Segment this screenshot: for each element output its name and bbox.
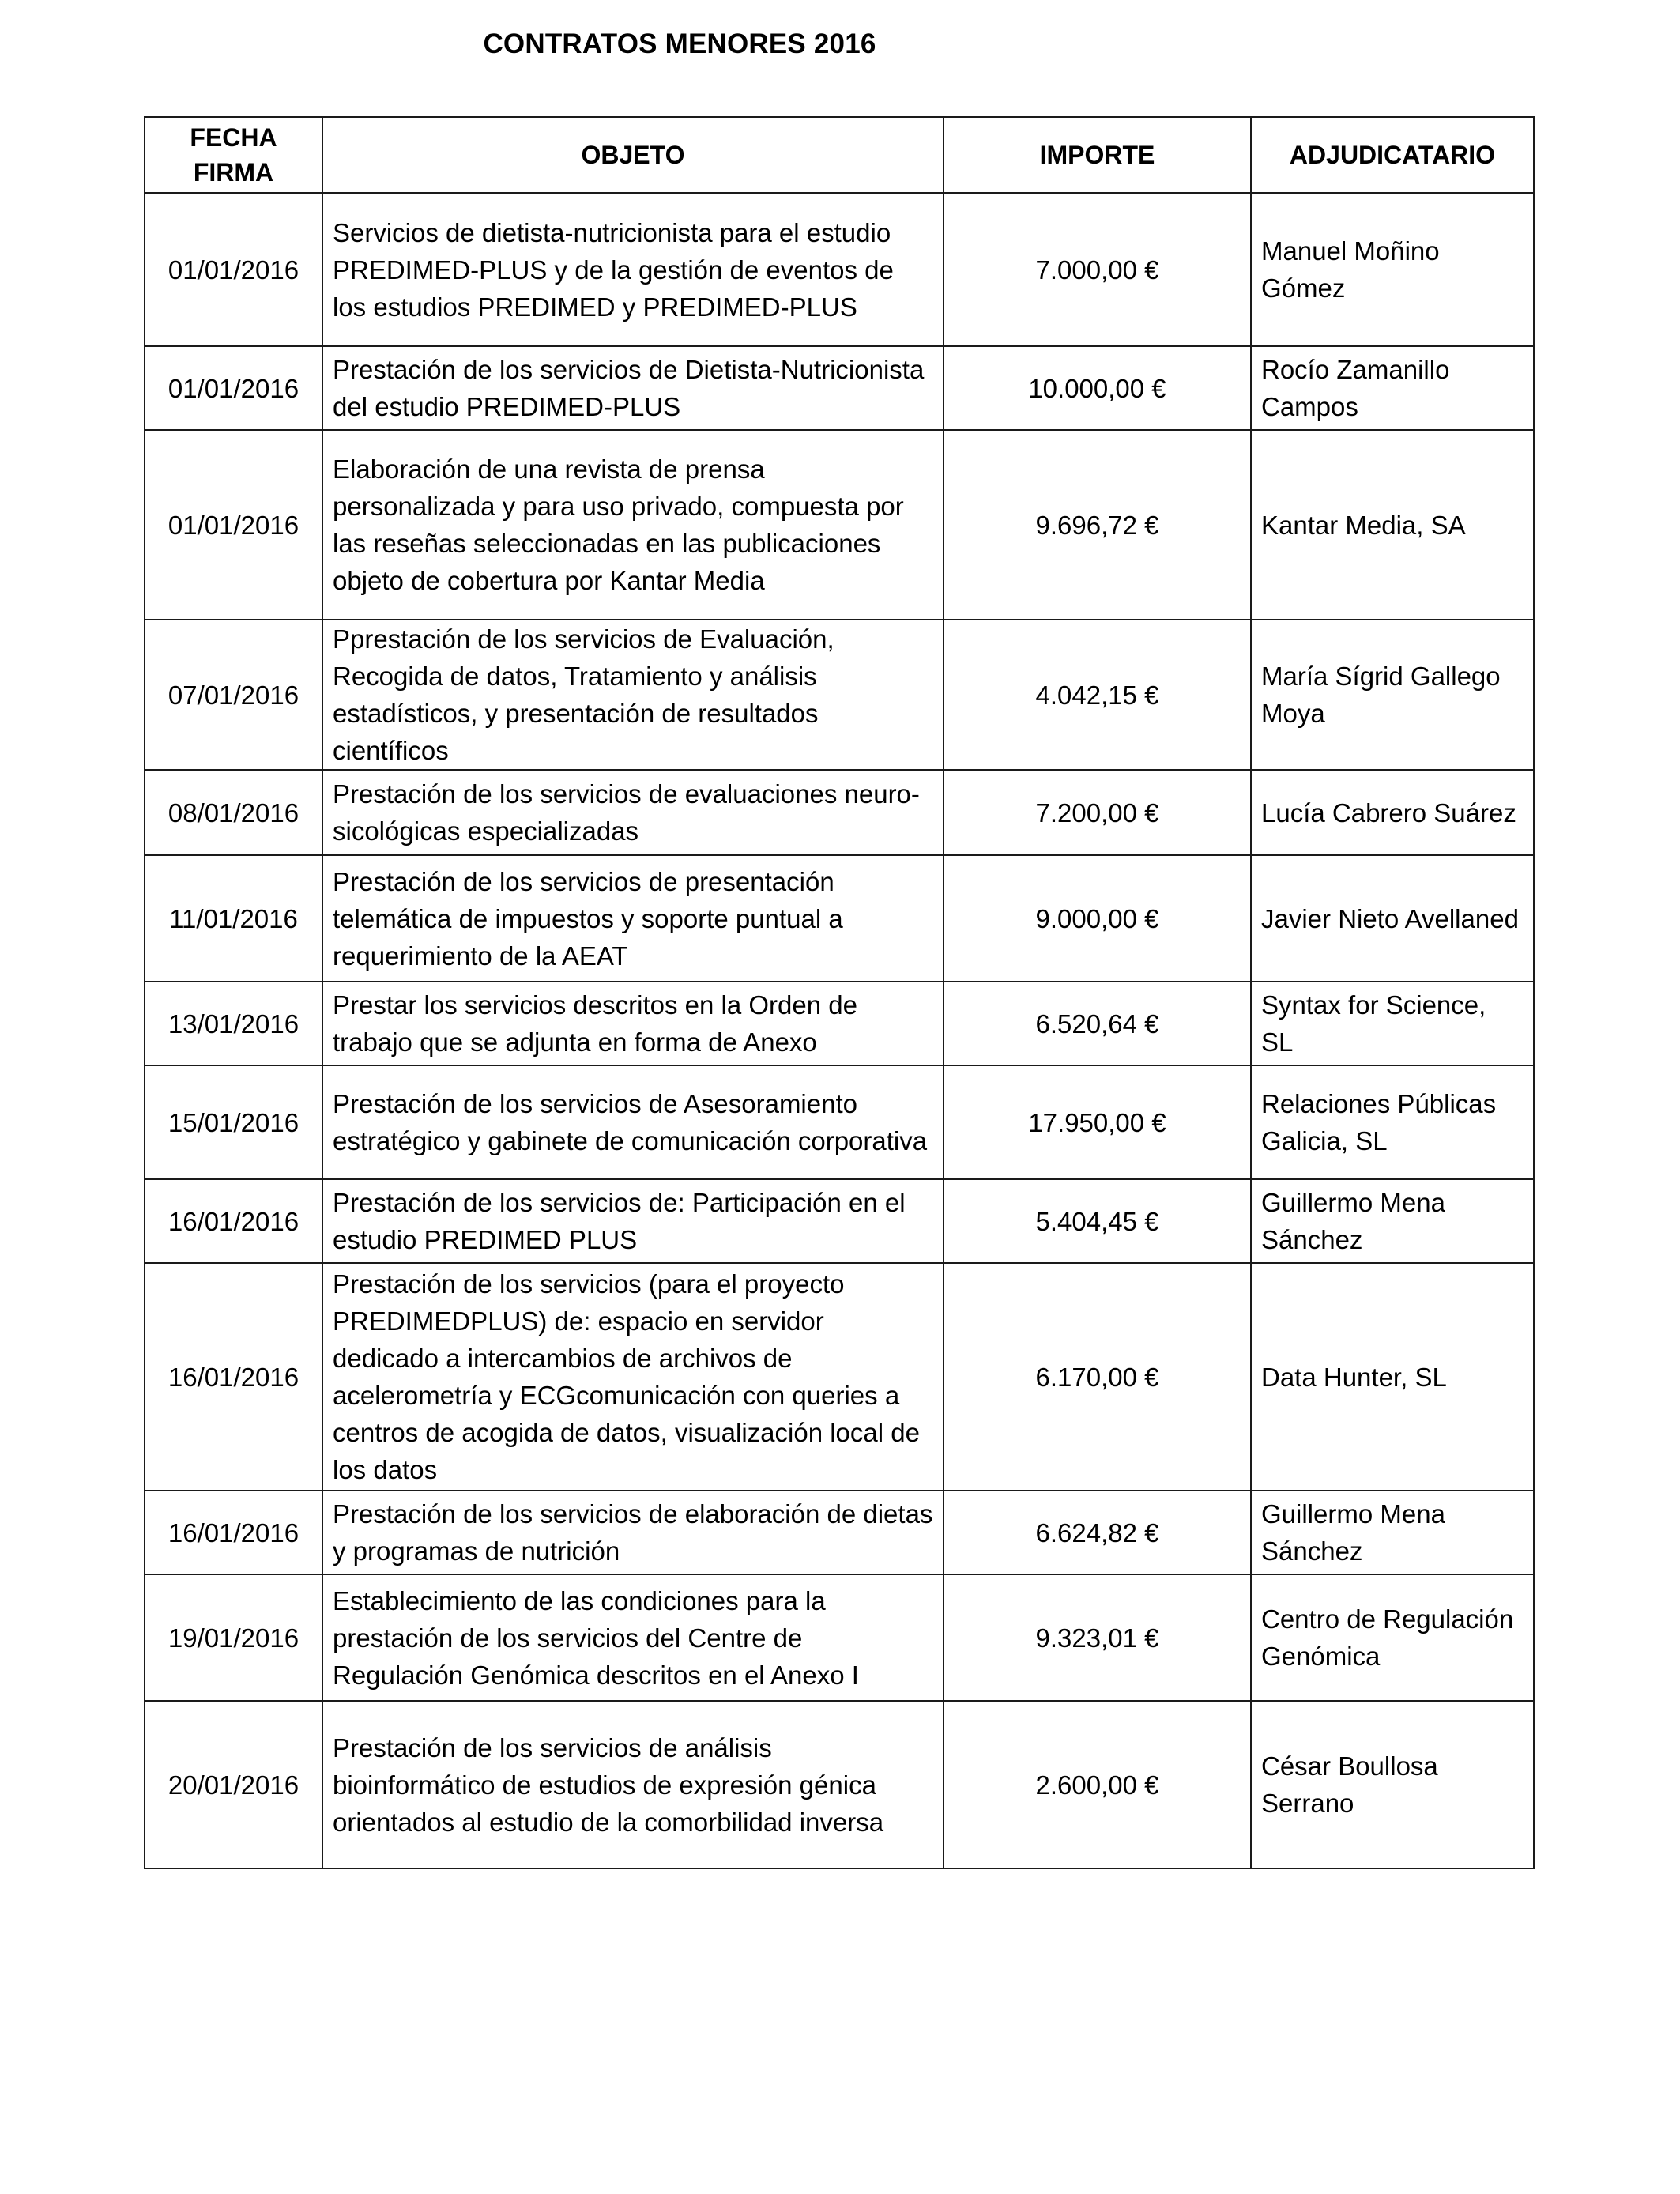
cell-importe: 6.170,00 €	[944, 1263, 1251, 1491]
cell-objeto: Prestación de los servicios de Asesoramiento estratégico y gabinete de comunicación corporativa	[322, 1065, 944, 1179]
cell-objeto: Prestación de los servicios (para el proyecto PREDIMEDPLUS) de: espacio en servidor dedicado a intercambios de archivos de acelerometría y ECGcomunicación con queries a centros de acogida de datos, visualización local de los datos	[322, 1263, 944, 1491]
cell-fecha: 01/01/2016	[145, 193, 322, 346]
cell-objeto: Prestación de los servicios de: Participación en el estudio PREDIMED PLUS	[322, 1179, 944, 1263]
cell-fecha: 16/01/2016	[145, 1263, 322, 1491]
table-row	[145, 855, 1534, 982]
cell-importe: 6.520,64 €	[944, 982, 1251, 1065]
cell-objeto: Prestación de los servicios de Dietista-Nutricionista del estudio PREDIMED-PLUS	[322, 346, 944, 430]
cell-objeto: Elaboración de una revista de prensa personalizada y para uso privado, compuesta por las reseñas seleccionadas en las publicaciones objeto de cobertura por Kantar Media	[322, 430, 944, 620]
table-row	[145, 770, 1534, 855]
table-row	[145, 346, 1534, 430]
cell-fecha: 13/01/2016	[145, 982, 322, 1065]
table-row	[145, 1179, 1534, 1263]
table-row	[145, 982, 1534, 1065]
cell-objeto: Prestación de los servicios de elaboración de dietas y programas de nutrición	[322, 1491, 944, 1574]
page-title: CONTRATOS MENORES 2016	[483, 28, 876, 59]
table-row	[145, 430, 1534, 620]
cell-adjudicatario: Guillermo Mena Sánchez	[1251, 1491, 1534, 1574]
cell-importe: 9.696,72 €	[944, 430, 1251, 620]
cell-fecha: 08/01/2016	[145, 770, 322, 855]
cell-adjudicatario: Manuel Moñino Gómez	[1251, 193, 1534, 346]
cell-fecha: 16/01/2016	[145, 1491, 322, 1574]
contracts-table	[144, 116, 1535, 1869]
cell-fecha: 16/01/2016	[145, 1179, 322, 1263]
header-objeto: OBJETO	[322, 117, 944, 193]
table-row	[145, 1574, 1534, 1701]
cell-objeto: Prestación de los servicios de evaluaciones neuro-sicológicas especializadas	[322, 770, 944, 855]
table-row	[145, 620, 1534, 770]
cell-importe: 7.000,00 €	[944, 193, 1251, 346]
cell-importe: 7.200,00 €	[944, 770, 1251, 855]
cell-importe: 9.323,01 €	[944, 1574, 1251, 1701]
cell-adjudicatario: María Sígrid Gallego Moya	[1251, 620, 1534, 770]
table-row	[145, 1701, 1534, 1868]
cell-importe: 5.404,45 €	[944, 1179, 1251, 1263]
cell-objeto: Servicios de dietista-nutricionista para el estudio PREDIMED-PLUS y de la gestión de eventos de los estudios PREDIMED y PREDIMED-PLUS	[322, 193, 944, 346]
table-row	[145, 1491, 1534, 1574]
cell-adjudicatario: Lucía Cabrero Suárez	[1251, 770, 1534, 855]
cell-adjudicatario: César Boullosa Serrano	[1251, 1701, 1534, 1868]
cell-importe: 10.000,00 €	[944, 346, 1251, 430]
cell-adjudicatario: Kantar Media, SA	[1251, 430, 1534, 620]
cell-fecha: 01/01/2016	[145, 346, 322, 430]
cell-fecha: 20/01/2016	[145, 1701, 322, 1868]
cell-fecha: 11/01/2016	[145, 855, 322, 982]
cell-importe: 2.600,00 €	[944, 1701, 1251, 1868]
cell-adjudicatario: Centro de Regulación Genómica	[1251, 1574, 1534, 1701]
cell-objeto: Pprestación de los servicios de Evaluación, Recogida de datos, Tratamiento y análisis estadísticos, y presentación de resultados científicos	[322, 620, 944, 770]
header-importe: IMPORTE	[944, 117, 1251, 193]
cell-adjudicatario: Javier Nieto Avellaned	[1251, 855, 1534, 982]
cell-adjudicatario: Guillermo Mena Sánchez	[1251, 1179, 1534, 1263]
cell-adjudicatario: Rocío Zamanillo Campos	[1251, 346, 1534, 430]
header-fecha-firma: FECHA FIRMA	[145, 117, 322, 193]
table-row	[145, 1263, 1534, 1491]
cell-adjudicatario: Data Hunter, SL	[1251, 1263, 1534, 1491]
header-adjudicatario: ADJUDICATARIO	[1251, 117, 1534, 193]
cell-fecha: 07/01/2016	[145, 620, 322, 770]
cell-objeto: Prestar los servicios descritos en la Orden de trabajo que se adjunta en forma de Anexo	[322, 982, 944, 1065]
table-row	[145, 1065, 1534, 1179]
cell-objeto: Prestación de los servicios de análisis bioinformático de estudios de expresión génica orientados al estudio de la comorbilidad inversa	[322, 1701, 944, 1868]
table-row	[145, 193, 1534, 346]
cell-importe: 4.042,15 €	[944, 620, 1251, 770]
cell-adjudicatario: Syntax for Science, SL	[1251, 982, 1534, 1065]
cell-fecha: 19/01/2016	[145, 1574, 322, 1701]
cell-fecha: 01/01/2016	[145, 430, 322, 620]
cell-objeto: Prestación de los servicios de presentación telemática de impuestos y soporte puntual a requerimiento de la AEAT	[322, 855, 944, 982]
cell-importe: 9.000,00 €	[944, 855, 1251, 982]
cell-objeto: Establecimiento de las condiciones para la prestación de los servicios del Centre de Regulación Genómica descritos en el Anexo I	[322, 1574, 944, 1701]
cell-adjudicatario: Relaciones Públicas Galicia, SL	[1251, 1065, 1534, 1179]
cell-importe: 6.624,82 €	[944, 1491, 1251, 1574]
table-header-row	[145, 117, 1534, 193]
cell-importe: 17.950,00 €	[944, 1065, 1251, 1179]
cell-fecha: 15/01/2016	[145, 1065, 322, 1179]
